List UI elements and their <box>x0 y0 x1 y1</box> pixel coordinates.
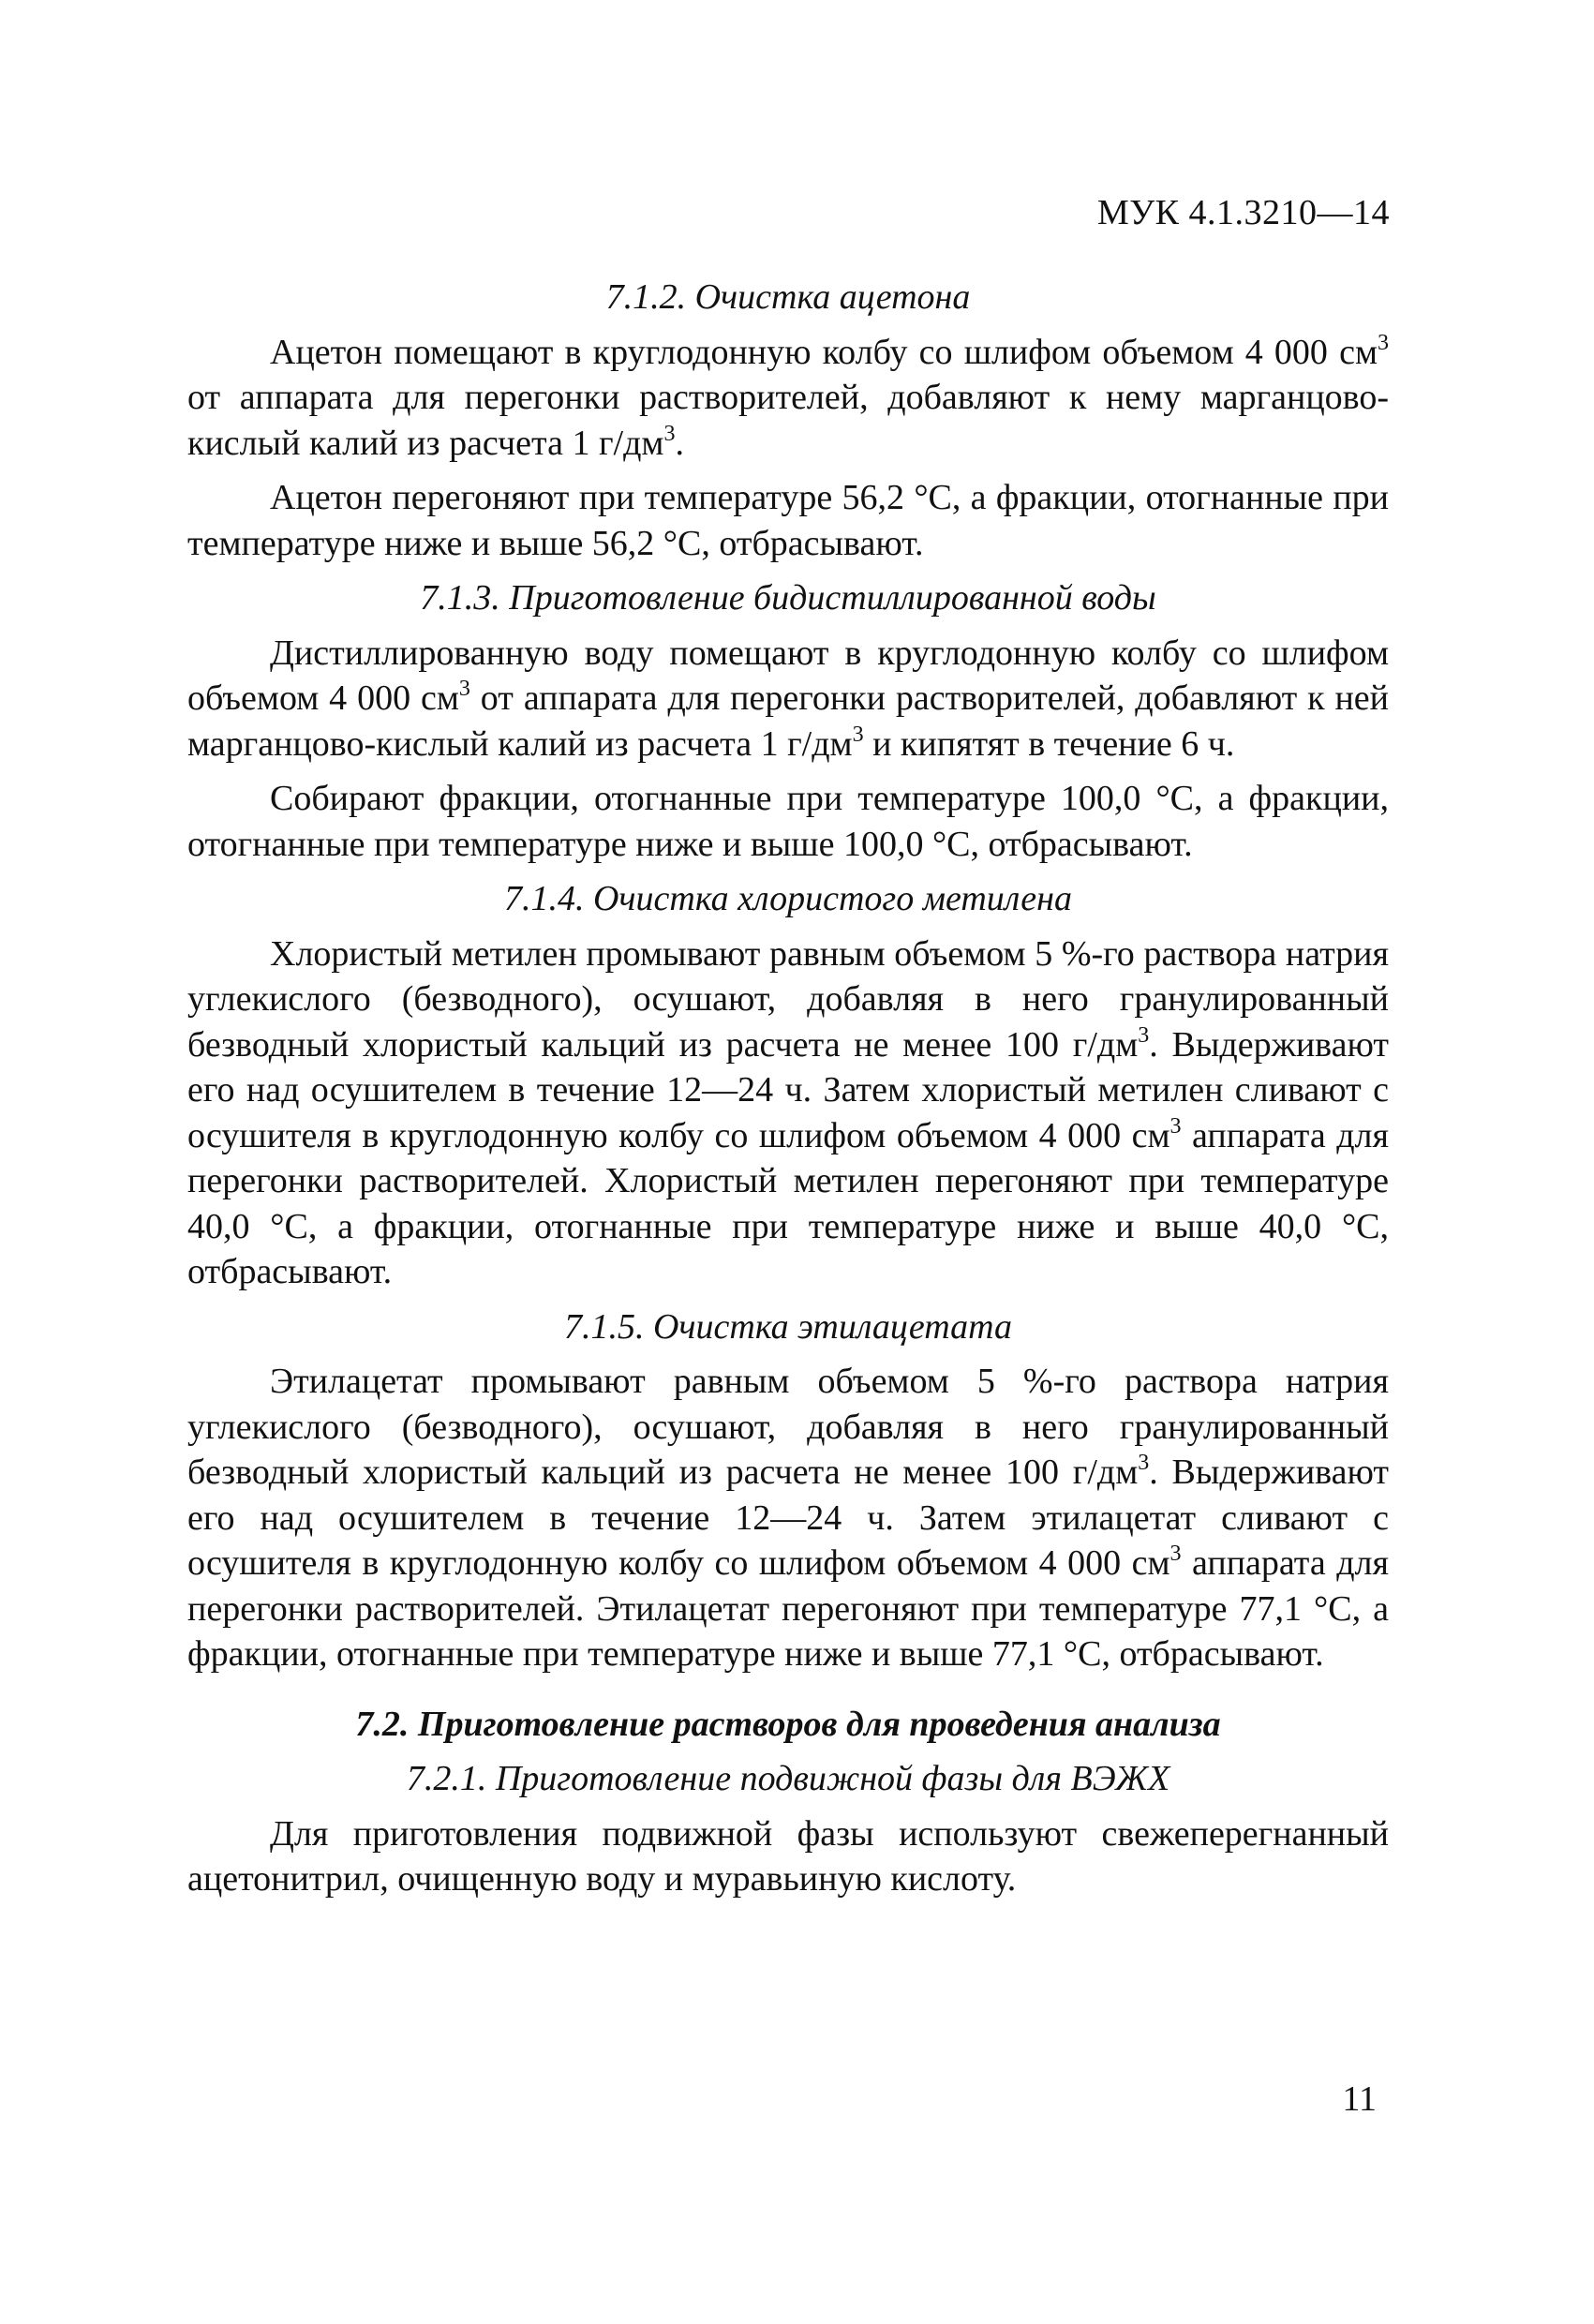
document-code-header: МУК 4.1.3210—14 <box>1096 193 1390 232</box>
section <box>187 575 1389 867</box>
superscript: 3 <box>458 677 470 701</box>
superscript: 3 <box>1138 1451 1150 1475</box>
section <box>187 1756 1389 1902</box>
section <box>187 1702 1389 1748</box>
superscript: 3 <box>663 421 676 446</box>
document-body <box>187 275 1389 1912</box>
paragraph <box>187 776 1389 867</box>
paragraph-text: аппарата для перегонки растворителей. Этилацетат перегоняют при температуре 77,1 °С, а фракции, отогнанные при температуре ниже и выше 77,1 °С, отбрасывают. <box>187 1543 1389 1674</box>
paragraph <box>187 330 1389 467</box>
paragraph <box>187 931 1389 1295</box>
section <box>187 275 1389 566</box>
section-title: 7.2.1. Приготовление подвижной фазы для ВЭЖХ <box>406 1759 1170 1798</box>
superscript: 3 <box>1169 1113 1182 1139</box>
paragraph-text: Дистиллированную воду помещают в круглодонную колбу со шлифом объемом 4 000 см <box>187 633 1389 718</box>
paragraph-text: . <box>675 423 684 463</box>
paragraph-text: . Выдерживают его над осушителем в течение 12—24 ч. Затем этилацетат сливают с осушителя в круглодонную колбу со шлифом объемом 4 000 см <box>187 1452 1389 1583</box>
paragraph-text: от аппарата для перегонки растворителей, добавляют к нему марганцово-кислый калий из расчета 1 г/дм <box>187 378 1389 463</box>
paragraph-text: Собирают фракции, отогнанные при температуре 100,0 °С, а фракции, отогнанные при температуре ниже и выше 100,0 °С, отбрасывают. <box>187 779 1389 864</box>
paragraph <box>187 1359 1389 1677</box>
superscript: 3 <box>1169 1542 1182 1566</box>
paragraph-text: . Выдерживают его над осушителем в течение 12—24 ч. Затем хлористый метилен сливают с осушителя в круглодонную колбу со шлифом объемом 4 000 см <box>187 1024 1389 1155</box>
section-title: 7.1.2. Очистка ацетона <box>605 277 971 317</box>
section-title: 7.1.5. Очистка этилацетата <box>563 1306 1013 1347</box>
paragraph <box>187 1811 1389 1902</box>
paragraph-text: Ацетон помещают в круглодонную колбу со шлифом объемом 4 000 см <box>270 332 1378 372</box>
paragraph-text: Хлористый метилен промывают равным объемом 5 %-го раствора натрия углекислого (безводного), осушают, добавляя в него гранулированный безводный хлористый кальций из расчета не менее 100 г/дм <box>187 933 1389 1065</box>
page-number: 11 <box>1342 2079 1377 2119</box>
paragraph-text: от аппарата для перегонки растворителей, добавляют к ней марганцово-кислый калий из расчета 1 г/дм <box>187 678 1389 764</box>
paragraph-text: Этилацетат промывают равным объемом 5 %-го раствора натрия углекислого (безводного), осушают, добавляя в него гранулированный безводный хлористый кальций из расчета не менее 100 г/дм <box>187 1362 1389 1492</box>
paragraph <box>187 475 1389 566</box>
superscript: 3 <box>1378 330 1389 355</box>
superscript: 3 <box>1138 1022 1150 1048</box>
section <box>187 876 1389 1295</box>
section-title: 7.1.4. Очистка хлористого метилена <box>503 879 1073 918</box>
paragraph-text: аппарата для перегонки растворителей. Хлористый метилен перегоняют при температуре 40,0 °С, а фракции, отогнанные при температуре ниже и выше 40,0 °С, отбрасывают. <box>187 1115 1389 1291</box>
section <box>187 1304 1389 1677</box>
paragraph-text: Ацетон перегоняют при температуре 56,2 °С, а фракции, отогнанные при температуре ниже и выше 56,2 °С, отбрасывают. <box>187 478 1389 563</box>
superscript: 3 <box>852 722 864 747</box>
paragraph-text: и кипятят в течение 6 ч. <box>863 723 1235 764</box>
paragraph <box>187 631 1389 767</box>
section-title: 7.2. Приготовление растворов для проведения анализа <box>355 1704 1221 1744</box>
section-title: 7.1.3. Приготовление бидистиллированной воды <box>420 578 1156 618</box>
paragraph-text: Для приготовления подвижной фазы используют свежеперегнанный ацетонитрил, очищенную воду и муравьиную кислоту. <box>187 1813 1389 1899</box>
